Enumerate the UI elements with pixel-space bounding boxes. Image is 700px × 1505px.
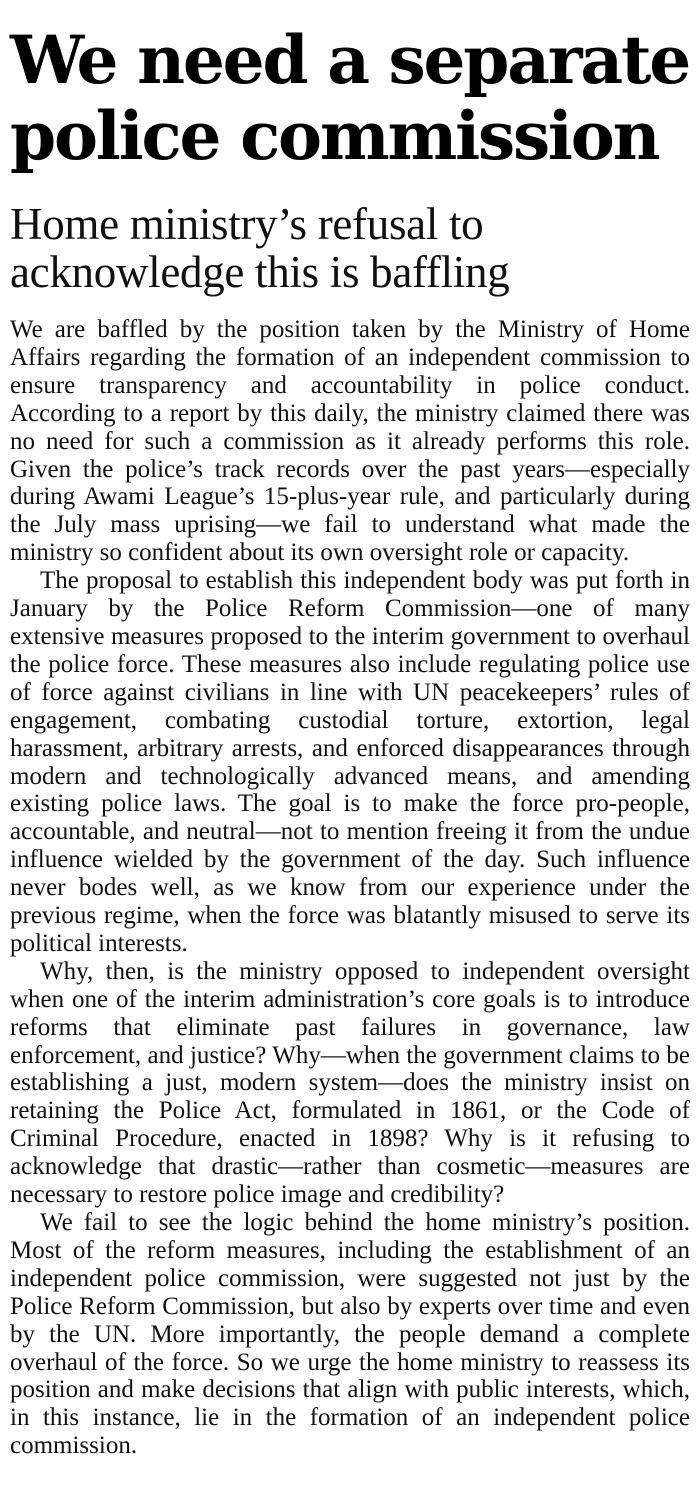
article-body [10, 316, 690, 1460]
headline: We need a separate police commission [10, 21, 690, 175]
paragraph-4: We fail to see the logic behind the home ministry’s position. Most of the reform measures, including the establishment of an independent police commission, were suggested not just by the Police Reform Commission, but also by experts over time and even by the UN. More importantly, the people demand a complete overhaul of the force. So we urge the home ministry to reassess its position and make decisions that align with public interests, which, in this instance, lie in the formation of an independent police commission. [10, 1209, 690, 1460]
subheadline: Home ministry’s refusal to acknowledge this is baffling [10, 199, 510, 297]
paragraph-3: Why, then, is the ministry opposed to independent oversight when one of the interim administration’s core goals is to introduce reforms that eliminate past failures in governance, law enforcement, and justice? Why—when the government claims to be establishing a just, modern system—does the ministry insist on retaining the Police Act, formulated in 1861, or the Code of Criminal Procedure, enacted in 1898? Why is it refusing to acknowledge that drastic—rather than cosmetic—measures are necessary to restore police image and credibility? [10, 957, 690, 1209]
paragraph-1: We are baffled by the position taken by the Ministry of Home Affairs regarding the formation of an independent commission to ensure transparency and accountability in police conduct. According to a report by this daily, the ministry claimed there was no need for such a commission as it already performs this role. Given the police’s track records over the past years—especially during Awami League’s 15-plus-year rule, and particularly during the July mass uprising—we fail to understand what made the ministry so confident about its own oversight role or capacity. [10, 316, 690, 567]
paragraph-2: The proposal to establish this independent body was put forth in January by the Police Reform Commission—one of many extensive measures proposed to the interim government to overhaul the police force. These measures also include regulating police use of force against civilians in line with UN peacekeepers’ rules of engagement, combating custodial torture, extortion, legal harassment, arbitrary arrests, and enforced disappearances through modern and technologically advanced means, and amending existing police laws. The goal is to make the force pro-people, accountable, and neutral—not to mention freeing it from the undue influence wielded by the government of the day. Such influence never bodes well, as we know from our experience under the previous regime, when the force was blatantly misused to serve its political interests. [10, 567, 690, 957]
